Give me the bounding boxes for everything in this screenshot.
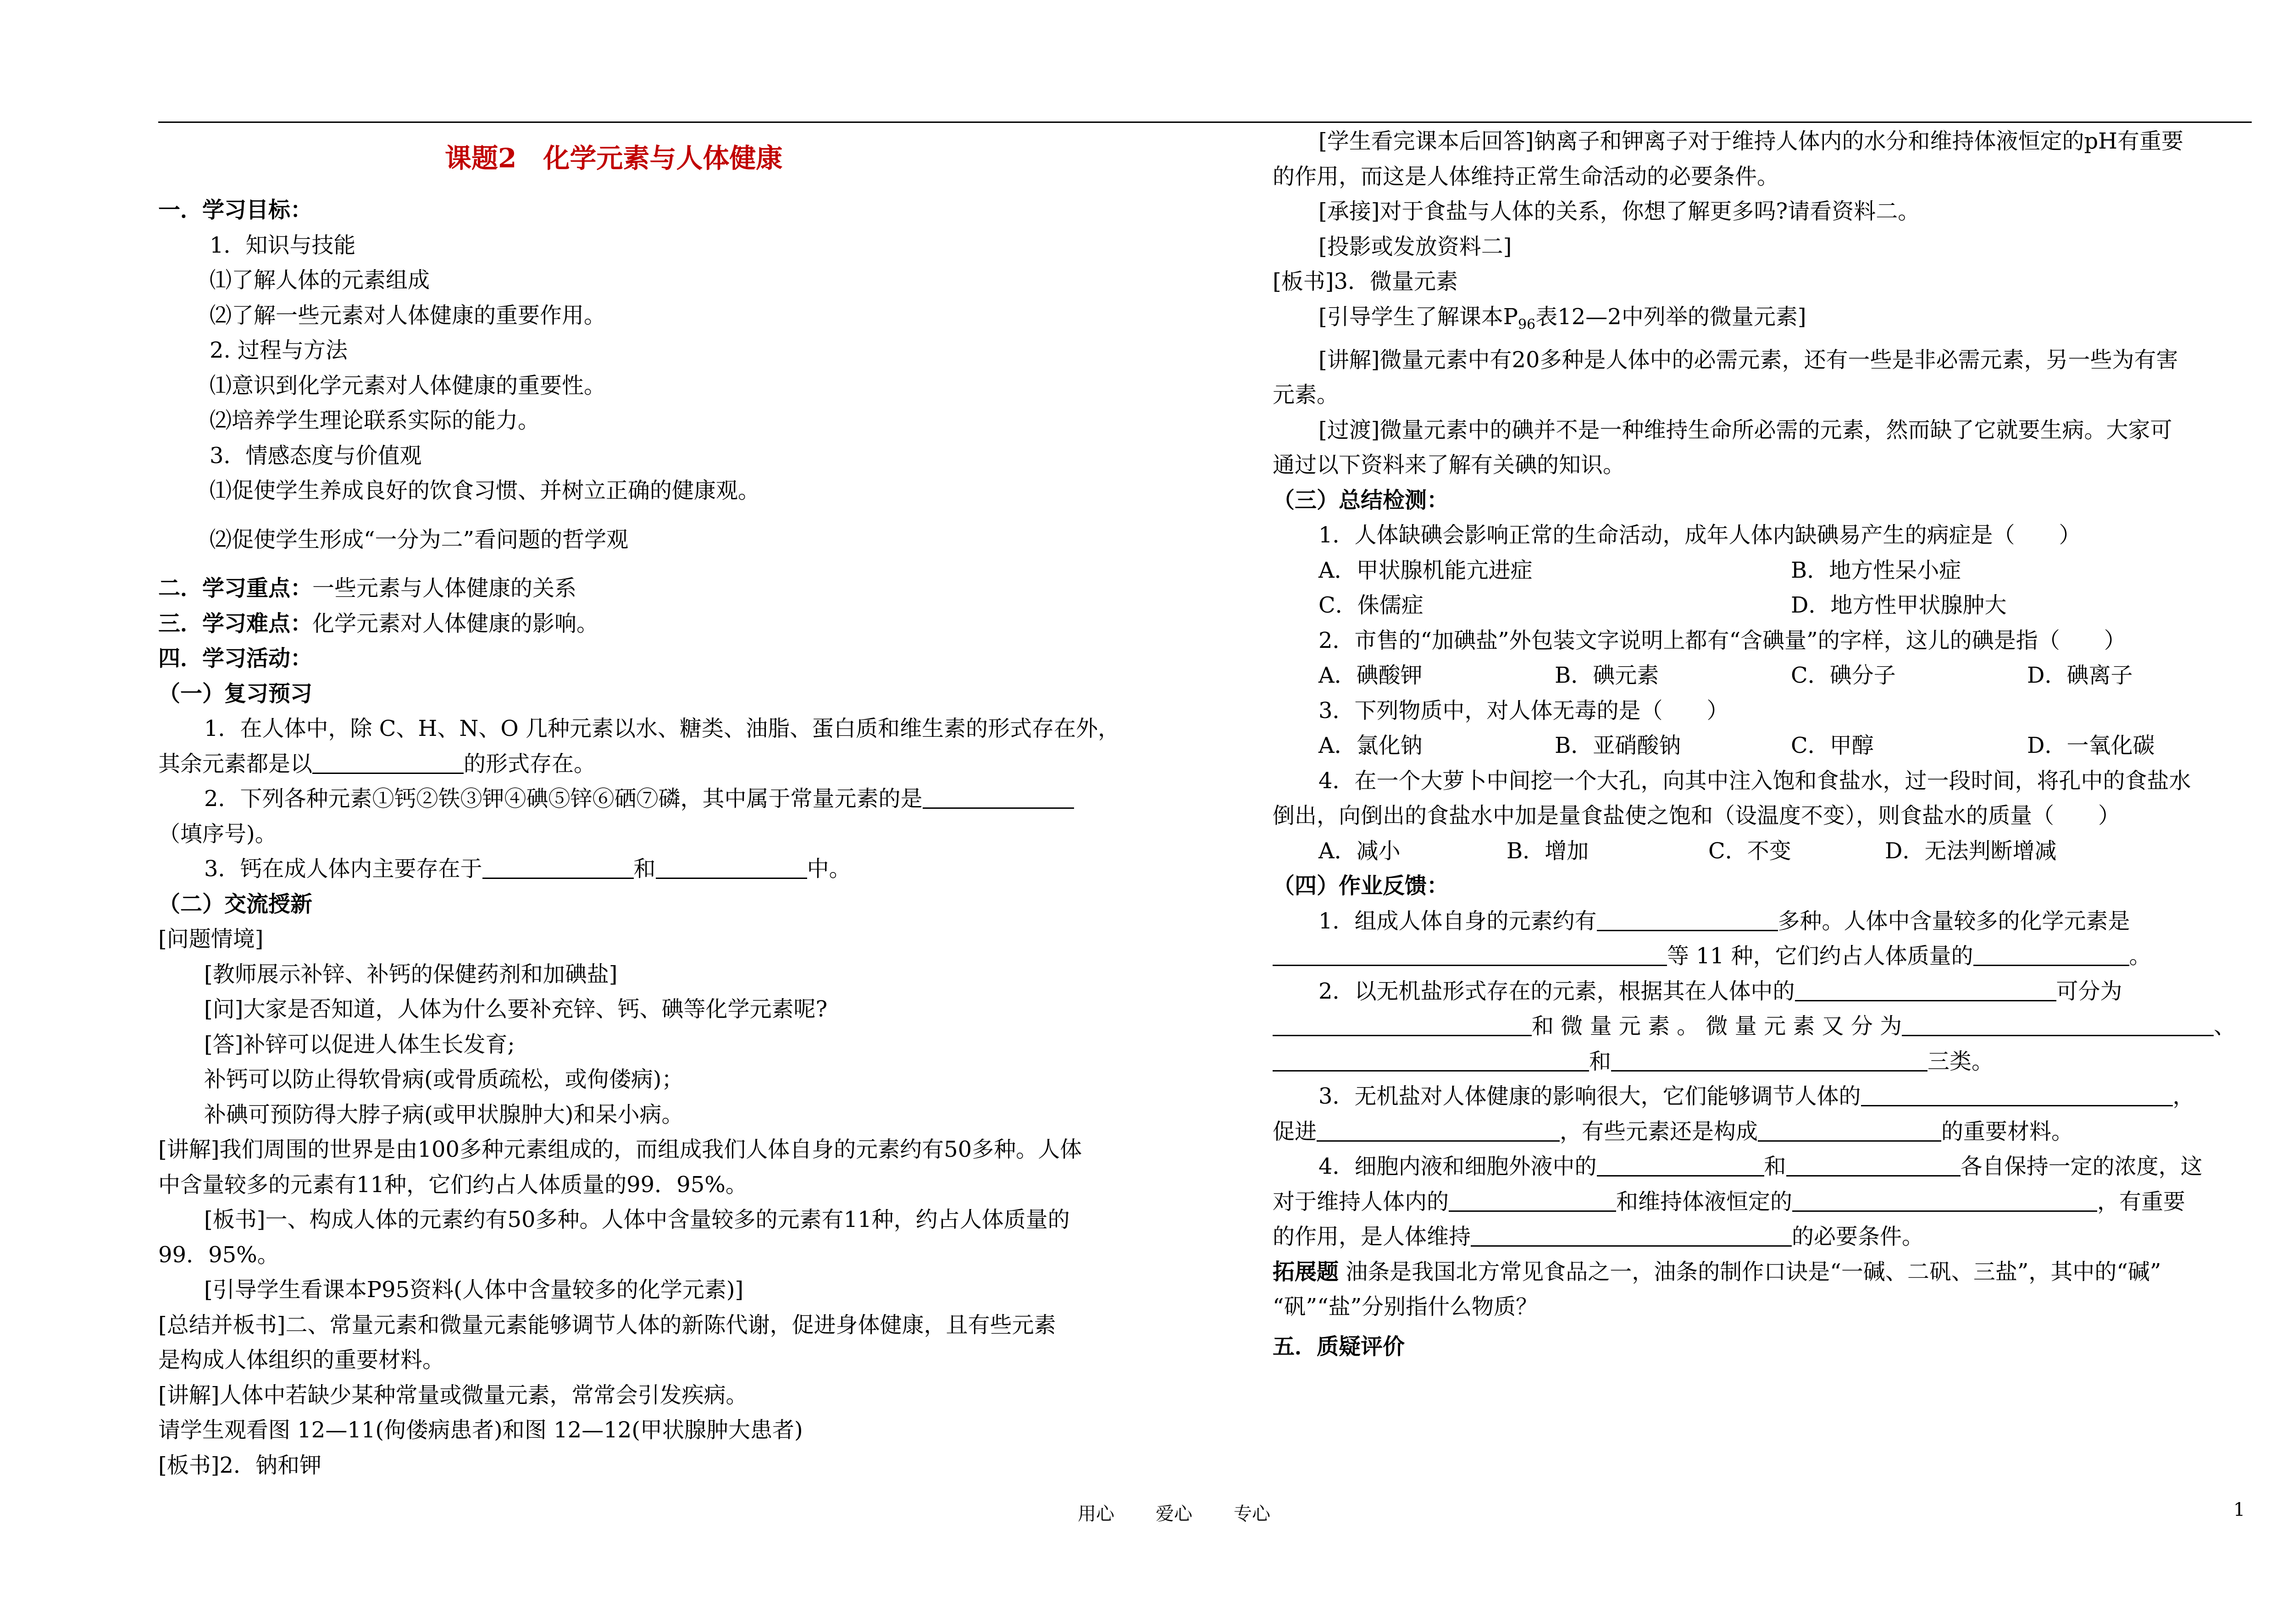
blank-line (1273, 943, 1667, 966)
text-segment: ，有重要 (2097, 1188, 2186, 1215)
blank-line (1597, 1153, 1764, 1177)
section-line (158, 571, 1133, 606)
text-segment: 的形式存在。 (464, 751, 596, 777)
question-line (158, 746, 1133, 782)
option: A．减小 (1318, 838, 1401, 864)
text-segment: 2．以无机盐形式存在的元素，根据其在人体中的 (1318, 978, 1795, 1004)
question-line (1273, 904, 2252, 939)
text-line: 1．知识与技能 (210, 232, 356, 258)
text-line: [学生看完课本后回答]钠离子和钾离子对于维持人体内的水分和维持体液恒定的pH有重要 (1318, 128, 2184, 154)
text-line: [答]补锌可以促进人体生长发育; (204, 1031, 515, 1057)
option: B．增加 (1507, 838, 1589, 864)
text-line: [讲解]微量元素中有20多种是人体中的必需元素，还有一些是非必需元素，另一些为有害 (1318, 347, 2178, 373)
options-row (1273, 553, 2252, 588)
blank-line (482, 856, 634, 879)
text-line: [问题情境] (158, 926, 264, 952)
blank-line (312, 751, 464, 774)
question-line (1273, 1254, 2252, 1290)
text-line: 请学生观看图 12—11(佝偻病患者)和图 12—12(甲状腺肿大患者) (158, 1417, 803, 1443)
option: D．一氧化碳 (2027, 733, 2155, 759)
blank-line (1861, 1083, 2173, 1106)
section-text: 一些元素与人体健康的关系 (312, 575, 577, 601)
left-column (158, 124, 1133, 1483)
question-line: （填序号)。 (158, 821, 277, 847)
text-line: [过渡]微量元素中的碘并不是一种维持生命所必需的元素，然而缺了它就要生病。大家可 (1318, 417, 2172, 443)
text-segment: 等 11 种，它们约占人体质量的 (1667, 943, 1973, 969)
text-line: [引导学生看课本P95资料(人体中含量较多的化学元素)] (204, 1277, 744, 1303)
question-line (158, 851, 1133, 887)
blank-line (1902, 1013, 2214, 1036)
text-line (1273, 299, 2252, 342)
option: B．亚硝酸钠 (1555, 733, 1681, 759)
option: C．甲醇 (1791, 733, 1874, 759)
text-segment: 油条是我国北方常见食品之一，油条的制作口诀是“一碱、二矾、三盐”，其中的“碱” (1346, 1259, 2161, 1285)
blank-line (1317, 1118, 1560, 1142)
footer-word: 用心 (1078, 1503, 1114, 1525)
question-line: 1．在人体中，除 C、H、N、O 几种元素以水、糖类、油脂、蛋白质和维生素的形式存在外， (204, 716, 1120, 741)
option: D．地方性甲状腺肿大 (1791, 592, 2007, 619)
blank-line (1597, 908, 1778, 931)
text-line: [承接]对于食盐与人体的关系，你想了解更多吗?请看资料二。 (1318, 199, 1920, 224)
text-line: [问]大家是否知道，人体为什么要补充锌、钙、碘等化学元素呢? (204, 996, 828, 1022)
text-line: 的作用，而这是人体维持正常生命活动的必要条件。 (1273, 163, 1779, 189)
blank-line (1973, 943, 2129, 966)
right-column (1273, 124, 2252, 1364)
text-line: 元素。 (1273, 382, 1339, 408)
text-line: [板书]一、构成人体的元素约有50多种。人体中含量较多的元素有11种，约占人体质量的 (204, 1207, 1070, 1232)
blank-line (656, 856, 807, 879)
text-line: [讲解]人体中若缺少某种常量或微量元素，常常会引发疾病。 (158, 1382, 748, 1408)
question-line: 3．下列物质中，对人体无毒的是（ ） (1318, 697, 1729, 724)
text-segment: 和 (1764, 1154, 1786, 1180)
option: D．无法判断增减 (1885, 838, 2057, 864)
text-segment: 的重要材料。 (1941, 1118, 2074, 1144)
question-line (1273, 1079, 2252, 1114)
question-line (1273, 939, 2252, 974)
question-line: 1．人体缺碘会影响正常的生命活动，成年人体内缺碘易产生的病症是（ ） (1318, 522, 2081, 548)
text-segment: 3．无机盐对人体健康的影响很大，它们能够调节人体的 (1318, 1083, 1861, 1110)
options-row (1273, 658, 2252, 693)
question-line (1273, 1009, 2252, 1044)
question-line (158, 781, 1133, 817)
subsection-heading: （二）交流授新 (158, 891, 313, 917)
text-segment: 的作用，是人体维持 (1273, 1224, 1471, 1250)
text-line: [板书]3．微量元素 (1273, 269, 1458, 294)
blank-line (1792, 1188, 2097, 1212)
section-heading: 四．学习活动： (158, 646, 313, 671)
text-segment: 可分为 (2056, 978, 2122, 1004)
question-line: 2．市售的“加碘盐”外包装文字说明上都有“含碘量”的字样，这儿的碘是指（ ） (1318, 627, 2126, 653)
text-segment: 多种。人体中含量较多的化学元素是 (1778, 908, 2130, 934)
text-line: [教师展示补锌、补钙的保健药剂和加碘盐] (204, 961, 618, 987)
text-segment: 表12—2中列举的微量元素] (1535, 304, 1806, 330)
text-line: ⑵促使学生形成“一分为二”看问题的哲学观 (210, 526, 629, 552)
question-line (1273, 1149, 2252, 1184)
option: D．碘离子 (2027, 663, 2133, 689)
page-number: 1 (2233, 1499, 2245, 1520)
footer-word: 专心 (1234, 1503, 1270, 1525)
text-line: 是构成人体组织的重要材料。 (158, 1347, 445, 1373)
text-line: ⑴了解人体的元素组成 (210, 267, 430, 293)
text-line: ⑵培养学生理论联系实际的能力。 (210, 408, 540, 433)
text-segment: 促进 (1273, 1118, 1317, 1144)
option: C．碘分子 (1791, 663, 1896, 689)
text-segment: 。 (2129, 943, 2151, 969)
text-segment: 和 微 量 元 素 。 微 量 元 素 又 分 为 (1532, 1013, 1902, 1039)
text-segment: 的必要条件。 (1792, 1224, 1924, 1250)
section-label: 拓展题 (1273, 1259, 1339, 1285)
blank-line (1273, 1048, 1589, 1072)
text-line: ⑵了解一些元素对人体健康的重要作用。 (210, 302, 606, 328)
blank-line (1273, 1013, 1532, 1036)
text-segment: 对于维持人体内的 (1273, 1188, 1449, 1215)
text-segment: 3．钙在成人体内主要存在于 (204, 856, 482, 882)
text-segment: ， (2172, 1083, 2195, 1110)
text-line: 2. 过程与方法 (210, 337, 348, 363)
question-line (1273, 1114, 2252, 1149)
blank-line (1471, 1223, 1792, 1247)
section-line (158, 606, 1133, 641)
page-title: 课题2 化学元素与人体健康 (445, 143, 783, 174)
blank-line (1449, 1188, 1616, 1212)
option: A．甲状腺机能亢进症 (1318, 557, 1533, 583)
text-segment: 2．下列各种元素①钙②铁③钾④碘⑤锌⑥硒⑦磷，其中属于常量元素的是 (204, 786, 923, 812)
footer-motto (1078, 1499, 1312, 1525)
question-line: 4．在一个大萝卜中间挖一个大孔，向其中注入饱和食盐水，过一段时间，将孔中的食盐水 (1318, 768, 2191, 794)
question-line (1273, 1184, 2252, 1220)
text-line: 中含量较多的元素有11种，它们约占人体质量的99．95%。 (158, 1171, 748, 1198)
text-line: [讲解]我们周围的世界是由100多种元素组成的，而组成我们人体自身的元素约有50多种。人体 (158, 1137, 1082, 1162)
option: A．氯化钠 (1318, 733, 1423, 759)
text-segment: 1．组成人体自身的元素约有 (1318, 908, 1597, 934)
blank-line (1611, 1048, 1927, 1072)
text-line: [总结并板书]二、常量元素和微量元素能够调节人体的新陈代谢，促进身体健康，且有些元素 (158, 1312, 1056, 1338)
blank-line (923, 785, 1074, 809)
text-segment: [引导学生了解课本P (1318, 304, 1518, 330)
option: B．碘元素 (1555, 663, 1659, 689)
section-text: 化学元素对人体健康的影响。 (312, 610, 599, 636)
text-segment: ，有些元素还是构成 (1560, 1118, 1758, 1144)
options-row (1273, 728, 2252, 763)
footer-word: 爱心 (1156, 1503, 1192, 1525)
subsection-heading: （一）复习预习 (158, 680, 313, 707)
text-line: ⑴促使学生养成良好的饮食习惯、并树立正确的健康观。 (210, 478, 760, 503)
text-line: 通过以下资料来了解有关碘的知识。 (1273, 452, 1625, 478)
text-segment: 4．细胞内液和细胞外液中的 (1318, 1154, 1597, 1180)
section-label: 二．学习重点： (158, 575, 313, 601)
section-heading: 五．质疑评价 (1273, 1333, 1405, 1359)
question-line (1273, 1219, 2252, 1254)
subsection-heading: （三）总结检测： (1273, 487, 1449, 513)
question-line (1273, 974, 2252, 1009)
text-segment: 其余元素都是以 (158, 751, 313, 777)
section-heading: 一．学习目标： (158, 197, 313, 223)
question-line: “矾”“盐”分别指什么物质？ (1273, 1294, 1538, 1320)
options-row (1273, 834, 2252, 869)
option: C．侏儒症 (1318, 592, 1423, 619)
blank-line (1786, 1153, 1961, 1177)
text-line: 99．95%。 (158, 1242, 279, 1268)
text-segment: 三类。 (1927, 1048, 1994, 1074)
blank-line (1758, 1118, 1941, 1142)
text-line: ⑴意识到化学元素对人体健康的重要性。 (210, 372, 606, 398)
subscript: 96 (1518, 316, 1536, 333)
text-line: 3．情感态度与价值观 (210, 442, 422, 469)
section-label: 三．学习难点： (158, 610, 313, 636)
text-segment: 、 (2214, 1013, 2236, 1039)
subsection-heading: （四）作业反馈： (1273, 873, 1449, 899)
option: C．不变 (1708, 838, 1791, 864)
option: A．碘酸钾 (1318, 663, 1423, 689)
option: B．地方性呆小症 (1791, 557, 1961, 583)
text-line: [投影或发放资料二] (1318, 233, 1512, 260)
text-segment: 和维持体液恒定的 (1616, 1188, 1793, 1215)
text-segment: 中。 (807, 856, 851, 882)
question-line: 倒出，向倒出的食盐水中加是量食盐使之饱和（设温度不变），则食盐水的质量（ ） (1273, 803, 2121, 829)
header-rule (158, 122, 2252, 123)
text-segment: 和 (633, 856, 656, 882)
text-line: [板书]2．钠和钾 (158, 1452, 321, 1478)
options-row (1273, 588, 2252, 623)
text-line: 补钙可以防止得软骨病(或骨质疏松，或佝偻病)； (204, 1066, 684, 1092)
question-line (1273, 1044, 2252, 1079)
text-line: 补碘可预防得大脖子病(或甲状腺肿大)和呆小病。 (204, 1101, 684, 1127)
text-segment: 和 (1589, 1048, 1612, 1074)
text-segment: 各自保持一定的浓度，这 (1960, 1154, 2203, 1180)
blank-line (1795, 978, 2056, 1001)
